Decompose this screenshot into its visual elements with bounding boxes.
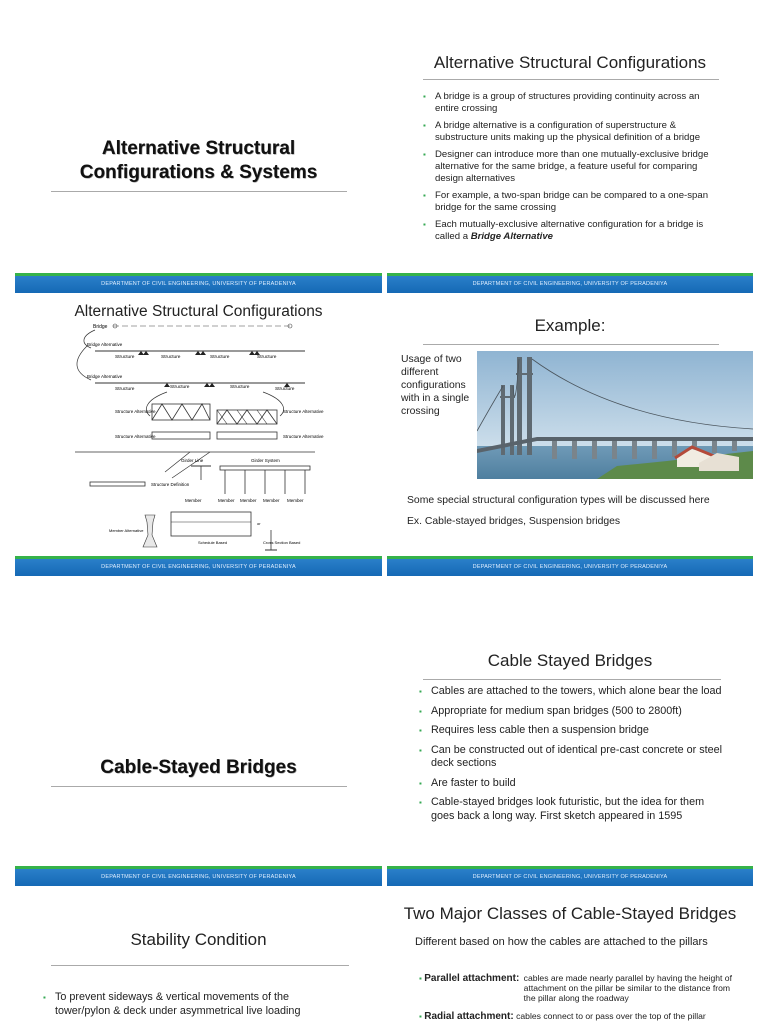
slide-1-title: [15, 137, 382, 185]
label-structure: Structure: [170, 385, 190, 390]
parallel-label: Parallel attachment:: [424, 973, 520, 984]
label-schedule-based: Schedule Based: [198, 540, 228, 545]
bridge-photo: [477, 351, 753, 479]
label-structure-alt: Structure Alternative: [283, 409, 324, 414]
label-structure: Structure: [230, 385, 250, 390]
slide-6-bullet: ▪ Requires less cable then a suspension bridge: [419, 724, 723, 738]
label-structure-alt: Structure Alternative: [283, 434, 324, 439]
slide-6-bullet: ▪ Can be constructed out of identical pre-cast concrete or steel deck sections: [419, 744, 723, 771]
label-structure-alt: Structure Alternative: [115, 409, 156, 414]
slide-1: [15, 35, 382, 293]
label-member: Member: [185, 498, 202, 503]
parallel-text: cables are made nearly parallel by having the height of attachment on the pillar be similar to the distance from the pillar along the roadway: [523, 973, 732, 1003]
slide-6-footer: DEPARTMENT OF CIVIL ENGINEERING, UNIVERSITY OF PERADENIYA: [387, 866, 753, 886]
slide-6-title: Cable Stayed Bridges: [487, 651, 653, 670]
slide-6-bullet: ▪ Cable-stayed bridges look futuristic, but the idea for them goes back a long way. First sketch appeared in 1595: [419, 796, 723, 823]
parallel-attachment: ▪ Parallel attachment: cables are made nearly parallel by having the height of attachment on the pillar be similar to the distance from the pillar along the roadway: [419, 973, 749, 1003]
slide-2-footer: DEPARTMENT OF CIVIL ENGINEERING, UNIVERSITY OF PERADENIYA: [387, 273, 753, 293]
slide-2-bullet: ▪ Designer can introduce more than one mutually-exclusive bridge alternative for the same bridge, a feature useful for comparing design alternatives: [423, 149, 723, 185]
slide-4-rule: [423, 344, 719, 345]
radial-label: Radial attachment:: [424, 1011, 514, 1022]
label-bridge-alt-1: Bridge Alternative: [87, 342, 123, 347]
label-structure-alt: Structure Alternative: [115, 434, 156, 439]
slide-6-bullet: ▪ Appropriate for medium span bridges (500 to 2800ft): [419, 705, 723, 719]
slide-4-caption: Usage of two different configurations with in a single crossing: [401, 354, 470, 417]
slide-2: [387, 35, 753, 293]
slide-8: [387, 888, 753, 1024]
slide-6-rule: [423, 679, 721, 680]
slide-5-footer: DEPARTMENT OF CIVIL ENGINEERING, UNIVERSITY OF PERADENIYA: [15, 866, 382, 886]
label-cross-section: Cross Section Based: [263, 540, 301, 545]
slide-4: [387, 300, 753, 576]
label-bridge-alt-2: Bridge Alternative: [87, 374, 123, 379]
slide-5-rule: [51, 786, 347, 787]
slide-1-title-line1: Alternative Structural: [101, 138, 296, 159]
label-member: Member: [263, 498, 280, 503]
label-structure-def: Structure Definition: [151, 482, 190, 487]
label-member: Member: [240, 498, 257, 503]
slide-2-bullets: [423, 91, 723, 248]
label-structure: Structure: [275, 387, 295, 392]
slide-3-title: Alternative Structural Configurations: [74, 303, 323, 320]
slide-2-bullet: ▪ A bridge alternative is a configuration of superstructure & substructure units making up the physical definition of a bridge: [423, 120, 723, 144]
label-girder-system: Girder System: [251, 458, 280, 463]
slide-4-text-1: Some special structural configuration types will be discussed here: [407, 495, 710, 506]
slide-4-title: Example:: [534, 316, 606, 335]
structure-hierarchy-diagram: [15, 300, 382, 556]
radial-attachment: ▪ Radial attachment: cables connect to or pass over the top of the pillar: [419, 1011, 706, 1022]
slide-7-rule: [51, 965, 349, 966]
label-bridge: Bridge: [93, 324, 108, 330]
label-member: Member: [287, 498, 304, 503]
slide-6: [387, 600, 753, 886]
slide-2-title: Alternative Structural Configurations: [433, 53, 707, 72]
slide-7-title: Stability Condition: [130, 930, 267, 949]
slide-5: [15, 600, 382, 886]
slide-6-bullet: ▪ Cables are attached to the towers, which alone bear the load: [419, 685, 723, 699]
radial-text: cables connect to or pass over the top of the pillar: [516, 1011, 706, 1021]
slide-1-footer: DEPARTMENT OF CIVIL ENGINEERING, UNIVERSITY OF PERADENIYA: [15, 273, 382, 293]
slide-3: [15, 300, 382, 576]
slide-2-bullet-last: ▪ Each mutually-exclusive alternative configuration for a bridge is called a Bridge Alternative: [423, 219, 723, 243]
slide-4-text-2: Ex. Cable-stayed bridges, Suspension bridges: [407, 516, 621, 527]
slide-8-title: Two Major Classes of Cable-Stayed Bridges: [403, 904, 737, 923]
slide-8-subtitle: Different based on how the cables are attached to the pillars: [415, 936, 708, 948]
label-member-alt: Member Alternative: [109, 528, 144, 533]
slide-4-footer: DEPARTMENT OF CIVIL ENGINEERING, UNIVERSITY OF PERADENIYA: [387, 556, 753, 576]
label-structure: Structure: [161, 355, 181, 360]
slide-7-bullets: [43, 991, 339, 1024]
slide-3-footer: DEPARTMENT OF CIVIL ENGINEERING, UNIVERSITY OF PERADENIYA: [15, 556, 382, 576]
slide-6-bullets: [419, 685, 723, 829]
slide-7: [15, 888, 382, 1024]
label-member: Member: [218, 498, 235, 503]
slide-2-bullet: ▪ A bridge is a group of structures providing continuity across an entire crossing: [423, 91, 723, 115]
label-structure: Structure: [210, 355, 230, 360]
slide-2-bullet: ▪ For example, a two-span bridge can be compared to a one-span bridge for the same crossing: [423, 190, 723, 214]
slide-1-title-line2: Configurations & Systems: [79, 162, 318, 183]
slide-5-title: Cable-Stayed Bridges: [100, 757, 297, 778]
label-structure: Structure: [257, 355, 277, 360]
bridge-alternative-term: Bridge Alternative: [470, 231, 554, 242]
label-girder-line: Girder Line: [181, 458, 204, 463]
slide-1-rule: [51, 191, 347, 192]
slide-2-rule: [423, 79, 719, 80]
label-or: or: [257, 521, 261, 526]
label-structure: Structure: [115, 355, 135, 360]
label-structure: Structure: [115, 387, 135, 392]
slide-7-bullet: ▪ To prevent sideways & vertical movements of the tower/pylon & deck under asymmetrical live loading: [43, 991, 339, 1018]
slide-6-bullet: ▪ Are faster to build: [419, 777, 723, 791]
